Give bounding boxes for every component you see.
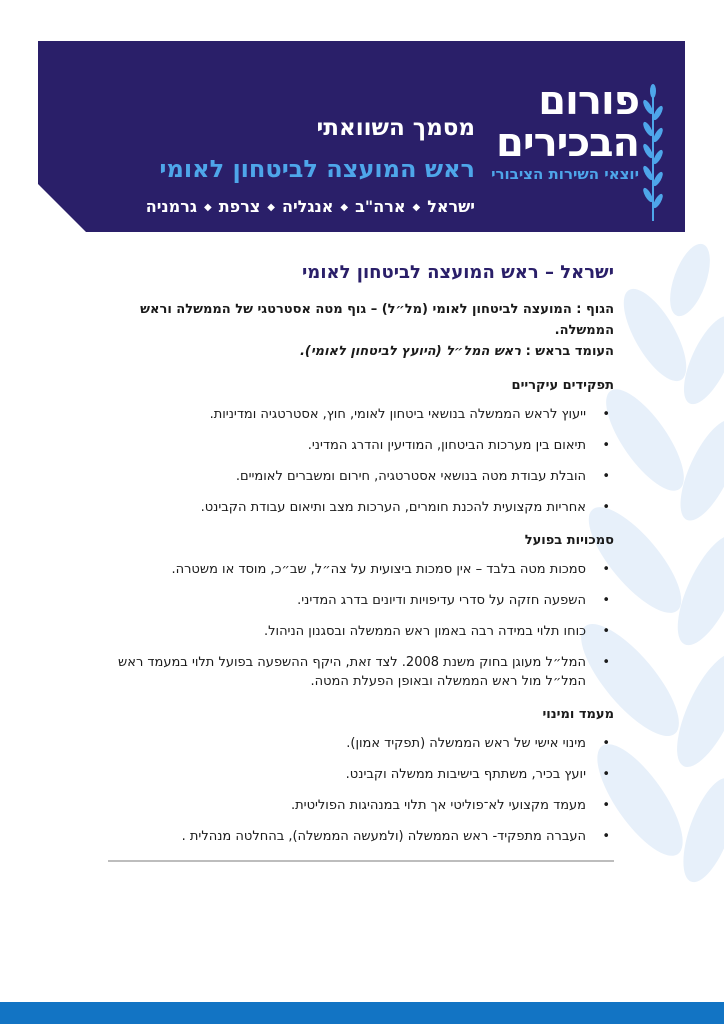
bullet-icon: • xyxy=(602,736,610,751)
list-item xyxy=(108,467,614,486)
list-item xyxy=(108,765,614,784)
head-info xyxy=(108,341,614,362)
logo-line-1: פורום xyxy=(538,78,639,124)
list-item-text: ייעוץ לראש הממשלה בנושאי ביטחון לאומי, חוץ, אסטרטגיה ומדיניות. xyxy=(209,407,586,422)
body-info xyxy=(108,299,614,341)
body-label: הגוף : xyxy=(576,302,614,317)
list-item xyxy=(108,734,614,753)
list-item xyxy=(108,405,614,424)
list-item xyxy=(108,498,614,517)
status-heading: מעמד ומינוי xyxy=(542,707,614,722)
list-item-text: אחריות מקצועית להכנת חומרים, הערכות מצב ותיאום עבודת הקבינט. xyxy=(200,500,586,515)
bullet-icon: • xyxy=(602,798,610,813)
country-list xyxy=(45,197,475,216)
list-item-text: מעמד מקצועי לא־פוליטי אך תלוי במנהיגות הפוליטית. xyxy=(290,798,586,813)
bullet-icon: • xyxy=(602,655,610,670)
bullet-icon: • xyxy=(602,767,610,782)
powers-heading: סמכויות בפועל xyxy=(524,533,614,548)
header-banner xyxy=(38,41,685,232)
bullet-icon: • xyxy=(602,829,610,844)
list-item-text: הובלת עבודת מטה בנושאי אסטרטגיה, חירום ומשברים לאומיים. xyxy=(235,469,586,484)
list-item-text: העברה מתפקיד- ראש הממשלה (ולמעשה הממשלה), בהחלטה מנהלית . xyxy=(181,829,586,844)
status-list xyxy=(108,734,614,846)
list-item-text: תיאום בין מערכות הביטחון, המודיעין והדרג המדיני. xyxy=(307,438,586,453)
powers-list xyxy=(108,560,614,691)
logo-wordmark xyxy=(479,78,639,183)
bullet-icon: • xyxy=(602,407,610,422)
diamond-separator-icon: ◆ xyxy=(204,202,212,213)
list-item xyxy=(108,796,614,815)
list-item xyxy=(108,560,614,579)
list-item xyxy=(108,591,614,610)
corner-cut xyxy=(38,184,86,232)
diamond-separator-icon: ◆ xyxy=(340,202,349,213)
footer-bar xyxy=(0,1002,724,1024)
diamond-separator-icon: ◆ xyxy=(267,202,275,213)
logo-line-3: יוצאי השירות הציבורי xyxy=(491,165,639,183)
head-label: העומד בראש : xyxy=(525,344,614,359)
bullet-icon: • xyxy=(602,593,610,608)
country-item: ישראל xyxy=(427,197,475,216)
list-item-text: השפעה חזקה על סדרי עדיפויות ודיונים בדרג המדיני. xyxy=(297,593,586,608)
bullet-icon: • xyxy=(602,624,610,639)
document-subtitle: ראש המועצה לביטחון לאומי xyxy=(159,155,475,183)
list-item-text: מינוי אישי של ראש הממשלה (תפקיד אמון). xyxy=(346,736,586,751)
country-item: אנגליה xyxy=(281,197,334,216)
roles-list xyxy=(108,405,614,517)
header-text-block xyxy=(45,115,475,216)
list-item xyxy=(108,436,614,455)
bullet-icon: • xyxy=(602,469,610,484)
head-text: ראש המל״ל (היועץ לביטחון לאומי). xyxy=(299,344,522,359)
country-item: ארה"ב xyxy=(355,197,406,216)
country-item: גרמניה xyxy=(145,197,198,216)
body-text: המועצה לביטחון לאומי (מל״ל) – גוף מטה אסטרטגי של הממשלה וראש הממשלה. xyxy=(140,302,614,338)
list-item xyxy=(108,622,614,641)
diamond-separator-icon: ◆ xyxy=(412,202,421,213)
list-item-text: כוחו תלוי במידה רבה באמון ראש הממשלה ובסגנון הניהול. xyxy=(264,624,586,639)
list-item-text: יועץ בכיר, משתתף בישיבות ממשלה וקבינט. xyxy=(345,767,586,782)
wheat-logo-icon xyxy=(643,83,663,223)
main-content xyxy=(108,262,614,858)
country-item: צרפת xyxy=(218,197,261,216)
list-item xyxy=(108,653,614,691)
divider xyxy=(108,860,614,862)
bullet-icon: • xyxy=(602,562,610,577)
roles-heading: תפקידים עיקריים xyxy=(511,378,614,393)
list-item-text: המל״ל מעוגן בחוק משנת 2008. לצד זאת, היקף ההשפעה בפועל תלוי במעמד ראש המל״ל מול ראש הממשלה ובאופן הפעלת המטה. xyxy=(118,655,586,689)
section-heading: ישראל – ראש המועצה לביטחון לאומי xyxy=(302,262,614,283)
list-item-text: סמכות מטה בלבד – אין סמכות ביצועית על צה״ל, שב״כ, מוסד או משטרה. xyxy=(171,562,586,577)
document-type-title: מסמך השוואתי xyxy=(316,115,475,141)
bullet-icon: • xyxy=(602,500,610,515)
bullet-icon: • xyxy=(602,438,610,453)
logo-line-2: הבכירים xyxy=(495,120,639,166)
list-item xyxy=(108,827,614,846)
